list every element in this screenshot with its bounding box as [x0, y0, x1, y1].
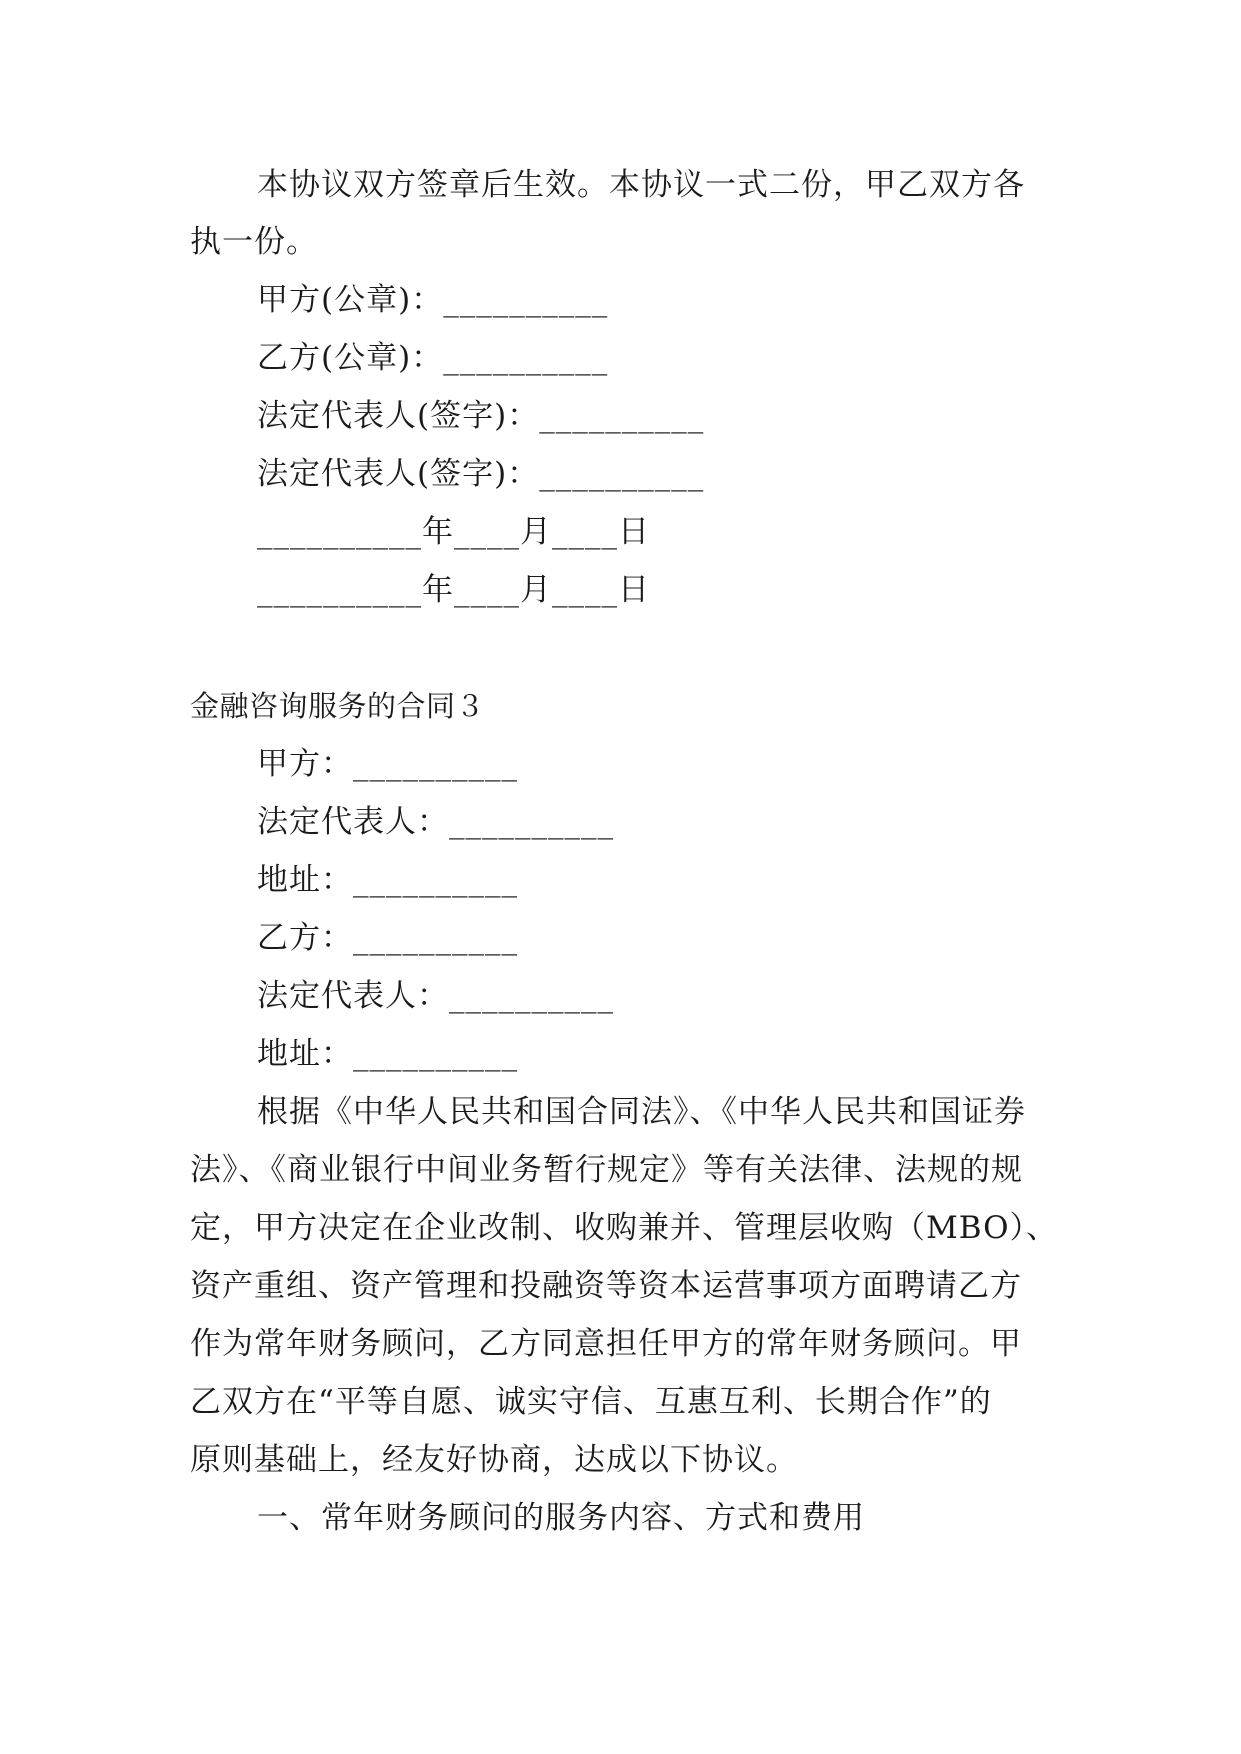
party-a-address-line: 地址：__________ — [257, 862, 518, 898]
rep-signature-line-1: 法定代表人(签字)：__________ — [257, 398, 705, 434]
party-b-address-line: 地址：__________ — [257, 1036, 518, 1072]
rep-signature-line-2: 法定代表人(签字)：__________ — [257, 456, 705, 492]
preamble-line: 定，甲方决定在企业改制、收购兼并、管理层收购（MBO）、 — [190, 1210, 1059, 1246]
party-b-line: 乙方：__________ — [257, 920, 518, 956]
preamble-line: 原则基础上，经友好协商，达成以下协议。 — [190, 1442, 798, 1478]
section-1-heading: 一、常年财务顾问的服务内容、方式和费用 — [257, 1500, 865, 1536]
preamble-line: 作为常年财务顾问，乙方同意担任甲方的常年财务顾问。甲 — [190, 1326, 1022, 1362]
date-line-1: __________年____月____日 — [257, 514, 650, 550]
party-b-seal-line: 乙方(公章)：__________ — [257, 340, 609, 376]
party-b-rep-line: 法定代表人：__________ — [257, 978, 614, 1014]
date-line-2: __________年____月____日 — [257, 572, 650, 608]
preamble-line: 资产重组、资产管理和投融资等资本运营事项方面聘请乙方 — [190, 1268, 1022, 1304]
party-a-line: 甲方：__________ — [257, 746, 518, 782]
effect-clause-line-1: 本协议双方签章后生效。本协议一式二份，甲乙双方各 — [257, 167, 1025, 203]
preamble-line: 根据《中华人民共和国合同法》、《中华人民共和国证券 — [257, 1094, 1026, 1130]
contract-title: 金融咨询服务的合同３ — [190, 689, 486, 723]
party-a-seal-line: 甲方(公章)：__________ — [257, 282, 609, 318]
preamble-line: 法》、《商业银行中间业务暂行规定》等有关法律、法规的规 — [190, 1152, 1023, 1188]
party-a-rep-line: 法定代表人：__________ — [257, 804, 614, 840]
preamble-line: 乙双方在“平等自愿、诚实守信、互惠互利、长期合作”的 — [190, 1384, 992, 1420]
effect-clause-line-2: 执一份。 — [190, 224, 318, 260]
